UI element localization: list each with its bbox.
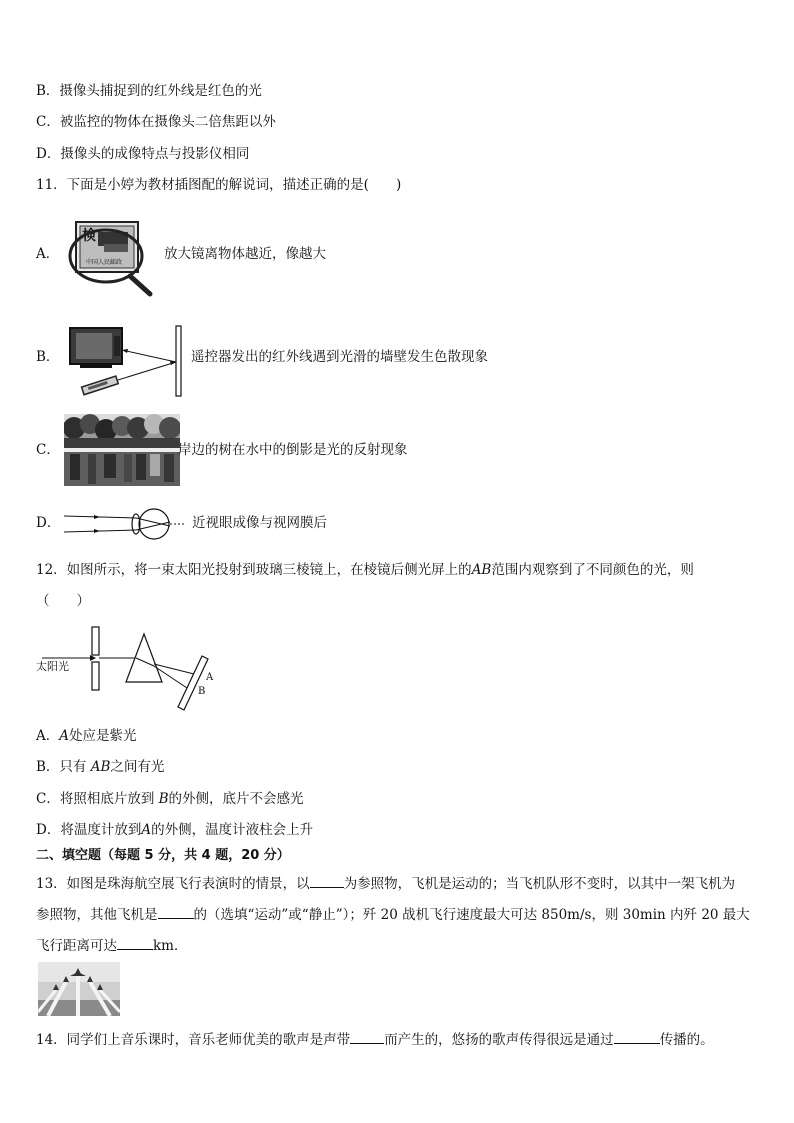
trees-reflection-photo [64, 414, 180, 486]
q12-option-d: D．将温度计放到A的外侧，温度计液柱会上升 [36, 822, 314, 838]
q12-option-b: B．只有 AB之间有光 [36, 759, 165, 775]
q11-option-d-text: 近视眼成像与视网膜后 [192, 515, 327, 531]
magnifier-stamp-image [64, 218, 156, 298]
eye-lens-diagram [62, 508, 190, 540]
q14-blank-2[interactable] [614, 1030, 660, 1044]
q11-option-d-letter: D． [36, 515, 61, 531]
q13-line-1: 13．如图是珠海航空展飞行表演时的情景，以 为参照物，飞机是运动的；当飞机队形不变时，以其中一架飞机为 [36, 876, 736, 892]
q11-option-a-letter: A． [36, 246, 60, 262]
q13-blank-2[interactable] [158, 905, 194, 919]
q12-stem: 12．如图所示，将一束太阳光投射到玻璃三棱镜上，在棱镜后侧光屏上的AB范围内观察到了不同颜色的光，则 [36, 562, 694, 578]
q11-option-b-letter: B． [36, 349, 60, 365]
q13-blank-3[interactable] [117, 936, 153, 950]
tv-remote-wall-image [66, 322, 188, 398]
q12-stem-var: AB [471, 562, 492, 578]
label-a: A [206, 672, 214, 683]
q12-option-c: C．将照相底片放到 B的外侧，底片不会感光 [36, 791, 304, 807]
q11-option-a-text: 放大镜离物体越近，像越大 [164, 246, 326, 262]
q10-option-d: D．摄像头的成像特点与投影仪相同 [36, 146, 250, 162]
stamp-text: 中国人民邮政 [86, 259, 123, 266]
q13-blank-1[interactable] [310, 874, 344, 888]
sunlight-label: 太阳光 [36, 660, 69, 673]
q11-stem: 11．下面是小婷为教材插图配的解说词，描述正确的是( ) [36, 177, 402, 193]
q12-option-a: A．A处应是紫光 [36, 728, 137, 744]
q13-line-3: 飞行距离可达 km． [36, 938, 188, 954]
svg-text:検: 検 [82, 228, 96, 244]
q11-option-c-letter: C． [36, 442, 60, 458]
q13-line-2: 参照物，其他飞机是 的（选填“运动”或“静止”）；歼 20 战机飞行速度最大可达 850m/s，则 30min 内歼 20 最大 [36, 907, 750, 923]
q12-paren: （ ） [36, 593, 90, 609]
section-2-title: 二、填空题（每题 5 分，共 4 题，20 分） [36, 848, 290, 863]
q11-option-b-text: 遥控器发出的红外线遇到光滑的墙壁发生色散现象 [191, 349, 488, 365]
q11-option-c-text: 岸边的树在水中的倒影是光的反射现象 [178, 442, 408, 458]
label-b: B [198, 686, 206, 697]
airshow-photo [38, 962, 120, 1016]
q10-option-c: C．被监控的物体在摄像头二倍焦距以外 [36, 114, 276, 130]
q14-line: 14．同学们上音乐课时，音乐老师优美的歌声是声带 而产生的，悠扬的歌声传得很远是通过 传播的。 [36, 1032, 714, 1048]
prism-diagram [36, 622, 226, 712]
q10-option-b: B．摄像头捕捉到的红外线是红色的光 [36, 83, 262, 99]
q14-blank-1[interactable] [350, 1030, 384, 1044]
